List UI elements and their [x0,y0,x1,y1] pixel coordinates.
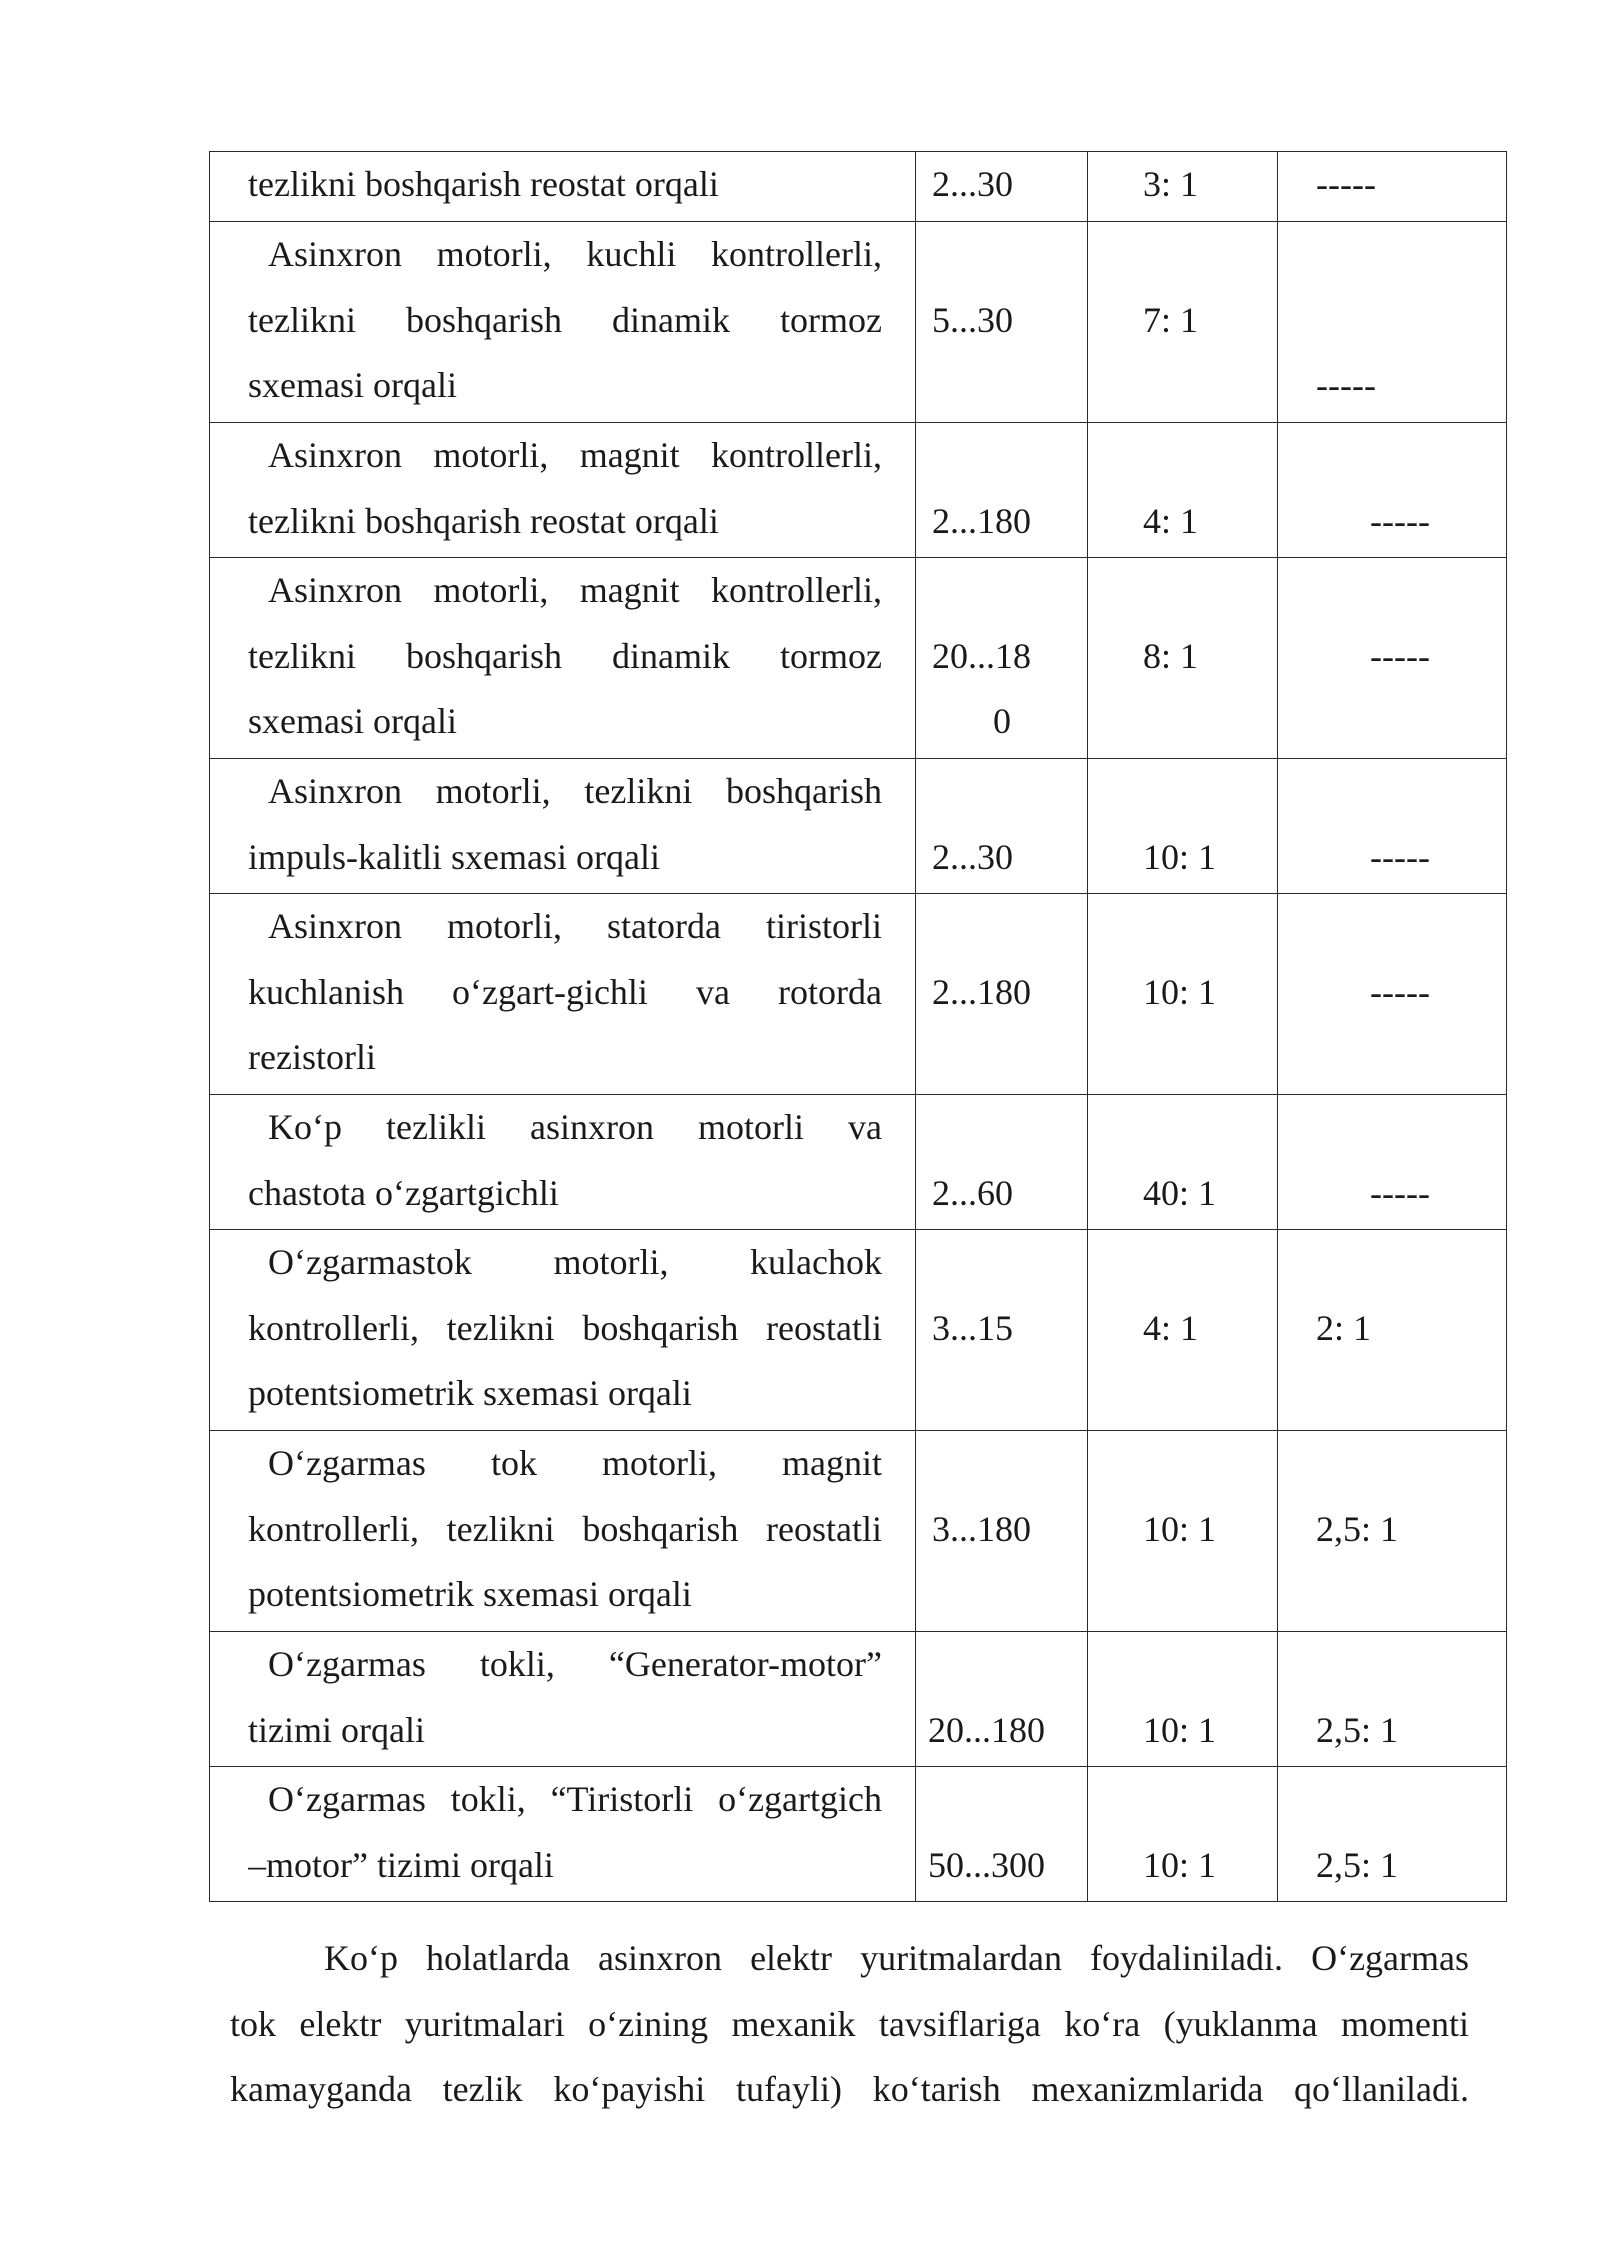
ratio-value: 2,5: 1 [1316,1709,1399,1750]
ratio-value: ----- [1370,971,1430,1012]
table-row [210,423,1507,558]
drive-type-line: Asinxron motorli, kuchli kontrollerli, [268,234,882,274]
control-range-value: 4: 1 [1143,1307,1199,1348]
drive-type-line: –motor” tizimi orqali [248,1844,554,1885]
power-range-cell [916,1431,1088,1632]
control-range-cell [1088,152,1278,222]
ratio-cell [1278,423,1507,558]
ratio-value: ----- [1316,164,1376,204]
drive-type-line: potentsiometrik sxemasi orqali [248,1574,692,1615]
power-range-cell [916,1632,1088,1767]
ratio-cell [1278,894,1507,1095]
drive-type-line: chastota o‘zgartgichli [248,1172,559,1213]
control-range-value: 3: 1 [1143,164,1199,204]
ratio-cell [1278,1230,1507,1431]
table-row [210,1230,1507,1431]
table-row [210,894,1507,1095]
power-range-cell [916,1230,1088,1431]
ratio-value: ----- [1370,1172,1430,1213]
power-range-value: 0 [993,701,1011,742]
drive-type-cell [210,894,916,1095]
power-range-cell [916,423,1088,558]
drive-type-line: impuls-kalitli sxemasi orqali [248,836,660,877]
paragraph-line: tok elektr yuritmalari o‘zining mexanik tavsiflariga ko‘ra (yuklanma momenti [230,2003,1469,2044]
paragraph-line: Ko‘p holatlarda asinxron elektr yuritmalardan foydaliniladi. O‘zgarmas [324,1938,1469,1978]
control-range-value: 7: 1 [1143,299,1199,340]
ratio-value: ----- [1370,635,1430,676]
drive-type-line: O‘zgarmas tok motorli, magnit [268,1443,882,1483]
power-range-value: 2...180 [932,500,1031,541]
drive-type-line: O‘zgarmastok motorli, kulachok [268,1242,882,1282]
power-range-cell [916,1767,1088,1902]
control-range-cell [1088,423,1278,558]
table-row [210,558,1507,759]
power-range-cell [916,222,1088,423]
ratio-cell [1278,558,1507,759]
table-row [210,1632,1507,1767]
table-row [210,152,1507,222]
table-row [210,1767,1507,1902]
drive-type-line: kuchlanish o‘zgart-gichli va rotorda [248,971,882,1012]
control-range-value: 10: 1 [1143,1844,1217,1885]
drive-type-cell [210,1431,916,1632]
ratio-cell [1278,1767,1507,1902]
drive-type-line: kontrollerli, tezlikni boshqarish reostatli [248,1307,882,1348]
drive-type-line: kontrollerli, tezlikni boshqarish reostatli [248,1508,882,1549]
drive-type-line: Asinxron motorli, magnit kontrollerli, [268,570,882,610]
control-range-value: 40: 1 [1143,1172,1217,1213]
table-row [210,1095,1507,1230]
drive-type-cell [210,558,916,759]
power-range-value: 2...180 [932,971,1031,1012]
control-range-cell [1088,222,1278,423]
power-range-cell [916,1095,1088,1230]
drive-type-cell [210,423,916,558]
paragraph-line: kamayganda tezlik ko‘payishi tufayli) ko‘tarish mexanizmlarida qo‘llaniladi. [230,2069,1469,2110]
control-range-cell [1088,1767,1278,1902]
drive-type-cell [210,1230,916,1431]
drive-type-cell [210,759,916,894]
ratio-cell [1278,759,1507,894]
drive-type-cell [210,1632,916,1767]
power-range-value: 20...180 [928,1709,1045,1750]
ratio-value: 2,5: 1 [1316,1508,1399,1549]
power-range-value: 3...180 [932,1508,1031,1549]
drive-type-line: sxemasi orqali [248,365,457,406]
drive-type-line: Asinxron motorli, magnit kontrollerli, [268,435,882,475]
drive-type-line: tezlikni boshqarish reostat orqali [248,500,719,541]
drive-type-cell [210,1767,916,1902]
drive-type-line: tezlikni boshqarish dinamik tormoz [248,299,882,340]
ratio-cell [1278,1095,1507,1230]
ratio-value: 2: 1 [1316,1307,1372,1348]
power-range-value: 50...300 [928,1844,1045,1885]
ratio-value: 2,5: 1 [1316,1844,1399,1885]
power-range-value: 2...60 [932,1172,1013,1213]
control-range-value: 10: 1 [1143,1508,1217,1549]
drive-type-cell [210,152,916,222]
drive-comparison-table [209,151,1507,1902]
control-range-cell [1088,1632,1278,1767]
power-range-value: 2...30 [932,836,1013,877]
control-range-cell [1088,894,1278,1095]
power-range-value: 20...18 [932,635,1031,676]
ratio-value: ----- [1370,836,1430,877]
power-range-value: 3...15 [932,1307,1013,1348]
power-range-cell [916,759,1088,894]
ratio-cell [1278,1431,1507,1632]
drive-type-line: O‘zgarmas tokli, “Tiristorli o‘zgartgich [268,1779,882,1819]
control-range-cell [1088,1230,1278,1431]
drive-type-line: rezistorli [248,1037,376,1078]
table-row [210,759,1507,894]
drive-type-line: sxemasi orqali [248,701,457,742]
control-range-value: 8: 1 [1143,635,1199,676]
body-paragraph [230,1926,1469,2123]
ratio-value: ----- [1370,500,1430,541]
control-range-cell [1088,1095,1278,1230]
drive-type-line: tezlikni boshqarish dinamik tormoz [248,635,882,676]
control-range-cell [1088,1431,1278,1632]
power-range-cell [916,894,1088,1095]
drive-type-line: Ko‘p tezlikli asinxron motorli va [268,1107,882,1147]
table-row [210,222,1507,423]
drive-type-cell [210,222,916,423]
drive-type-line: Asinxron motorli, statorda tiristorli [268,906,882,946]
drive-type-line: potentsiometrik sxemasi orqali [248,1373,692,1414]
power-range-cell [916,152,1088,222]
control-range-value: 10: 1 [1143,836,1217,877]
power-range-value: 2...30 [932,164,1013,204]
control-range-value: 10: 1 [1143,971,1217,1012]
table-row [210,1431,1507,1632]
drive-type-line: Asinxron motorli, tezlikni boshqarish [268,771,882,811]
ratio-cell [1278,152,1507,222]
control-range-cell [1088,558,1278,759]
control-range-value: 10: 1 [1143,1709,1217,1750]
ratio-cell [1278,1632,1507,1767]
table-body [210,152,1507,1902]
ratio-value: ----- [1316,365,1376,406]
drive-type-line: tezlikni boshqarish reostat orqali [248,164,719,204]
power-range-cell [916,558,1088,759]
ratio-cell [1278,222,1507,423]
control-range-value: 4: 1 [1143,500,1199,541]
drive-type-cell [210,1095,916,1230]
drive-type-line: O‘zgarmas tokli, “Generator-motor” [268,1644,882,1684]
power-range-value: 5...30 [932,299,1013,340]
control-range-cell [1088,759,1278,894]
drive-type-line: tizimi orqali [248,1709,425,1750]
